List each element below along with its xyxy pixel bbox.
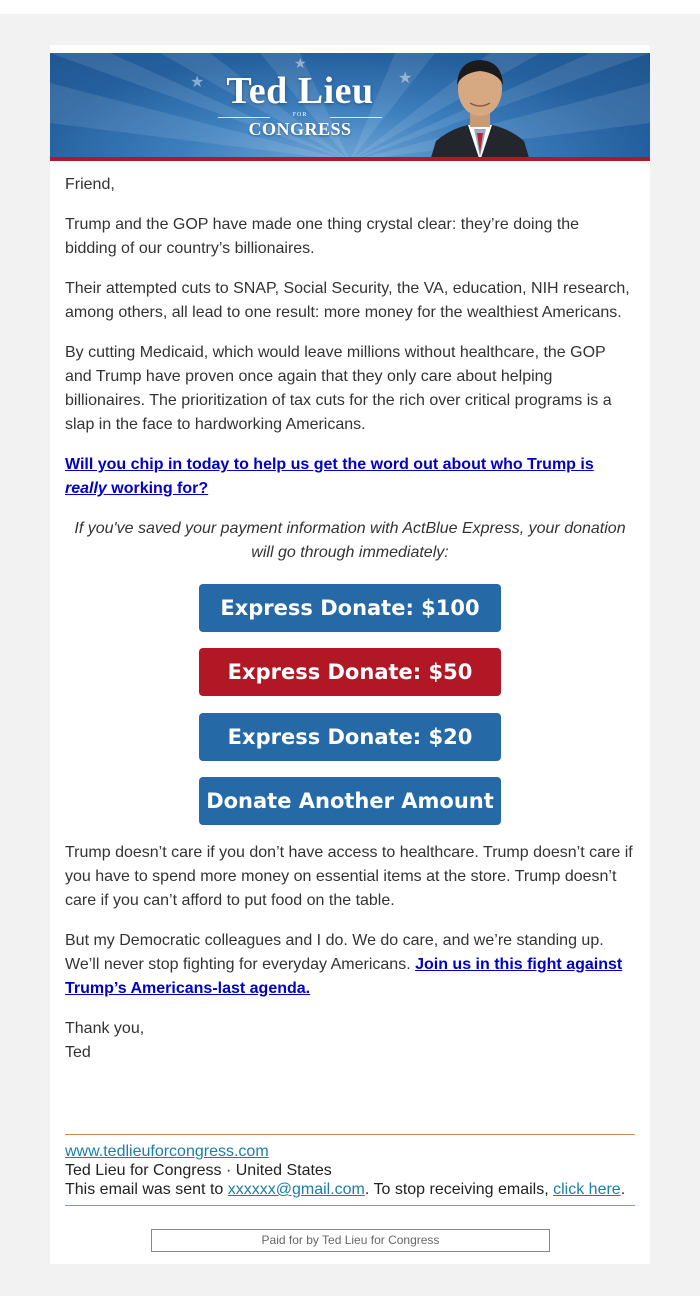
website-link[interactable]: www.tedlieuforcongress.com (65, 1143, 269, 1160)
express-donate-50-button[interactable]: Express Donate: $50 (199, 648, 501, 696)
donate-cta-link[interactable] (65, 453, 635, 501)
express-donate-100-button[interactable]: Express Donate: $100 (199, 584, 501, 632)
logo-rule-right (330, 117, 382, 118)
star-icon: ★ (190, 74, 205, 91)
candidate-portrait (420, 53, 540, 161)
top-strip (0, 0, 700, 14)
paragraph-4: Trump doesn’t care if you don’t have access to healthcare. Trump doesn’t care if you have to spend more money on essential items at the store. Trump doesn’t care if you can’t afford to put food on the table. (65, 844, 633, 909)
email-body (50, 45, 650, 1264)
footer (65, 1142, 635, 1199)
signoff: Thank you, (65, 1020, 145, 1037)
header-red-stripe (50, 157, 650, 161)
cta-text-1[interactable]: Will you chip in today to help us get the word out about who Trump is (65, 456, 594, 473)
logo-name: Ted Lieu (226, 70, 374, 112)
sent-middle: . To stop receiving emails, (364, 1181, 554, 1198)
logo-rule-left (218, 117, 270, 118)
paragraph-2: Their attempted cuts to SNAP, Social Security, the VA, education, NIH research, among others, all lead to one result: more money for the wealthiest Americans. (65, 280, 630, 321)
donate-another-amount-button[interactable]: Donate Another Amount (199, 777, 501, 825)
star-icon: ★ (398, 70, 413, 87)
footer-sent-line (65, 1180, 635, 1199)
header-banner (50, 53, 650, 161)
express-donate-20-button[interactable]: Express Donate: $20 (199, 713, 501, 761)
greeting: Friend, (65, 176, 115, 193)
logo-for: FOR (292, 112, 308, 118)
signature: Ted (65, 1044, 91, 1061)
message-content-2 (65, 841, 635, 1081)
paid-for-disclaimer: Paid for by Ted Lieu for Congress (151, 1229, 550, 1252)
footer-rule-top (65, 1134, 635, 1135)
footer-rule-bottom (65, 1205, 635, 1206)
star-icon: ★ (294, 55, 307, 71)
paragraph-5 (65, 929, 635, 1001)
unsubscribe-link[interactable]: click here (553, 1181, 621, 1198)
paragraph-3: By cutting Medicaid, which would leave millions without healthcare, the GOP and Trump have proven once again that they only care about helping billionaires. The prioritization of tax cuts for the rich over critical programs is a slap in the face to hardworking Americans. (65, 344, 612, 433)
cta-text-2[interactable]: working for? (106, 480, 209, 497)
paragraph-1: Trump and the GOP have made one thing crystal clear: they’re doing the bidding of our country’s billionaires. (65, 216, 580, 257)
footer-org: Ted Lieu for Congress · United States (65, 1162, 332, 1179)
logo-congress: CONGRESS (248, 119, 352, 139)
paragraph-5-text: But my Democratic colleagues and I do. We do care, and we’re standing up. We’ll never stop fighting for everyday Americans. (65, 932, 604, 973)
actblue-notice: If you've saved your payment information with ActBlue Express, your donation will go through immediately: (74, 520, 626, 561)
campaign-logo (200, 71, 400, 139)
sent-suffix: . (620, 1181, 626, 1198)
sent-prefix: This email was sent to (65, 1181, 228, 1198)
cta-emphasis[interactable]: really (65, 480, 107, 497)
recipient-email-link[interactable]: xxxxxx@gmail.com (227, 1181, 365, 1198)
join-fight-link[interactable]: Join us in this fight against Trump’s Americans-last agenda. (65, 956, 623, 997)
message-content (65, 173, 635, 581)
